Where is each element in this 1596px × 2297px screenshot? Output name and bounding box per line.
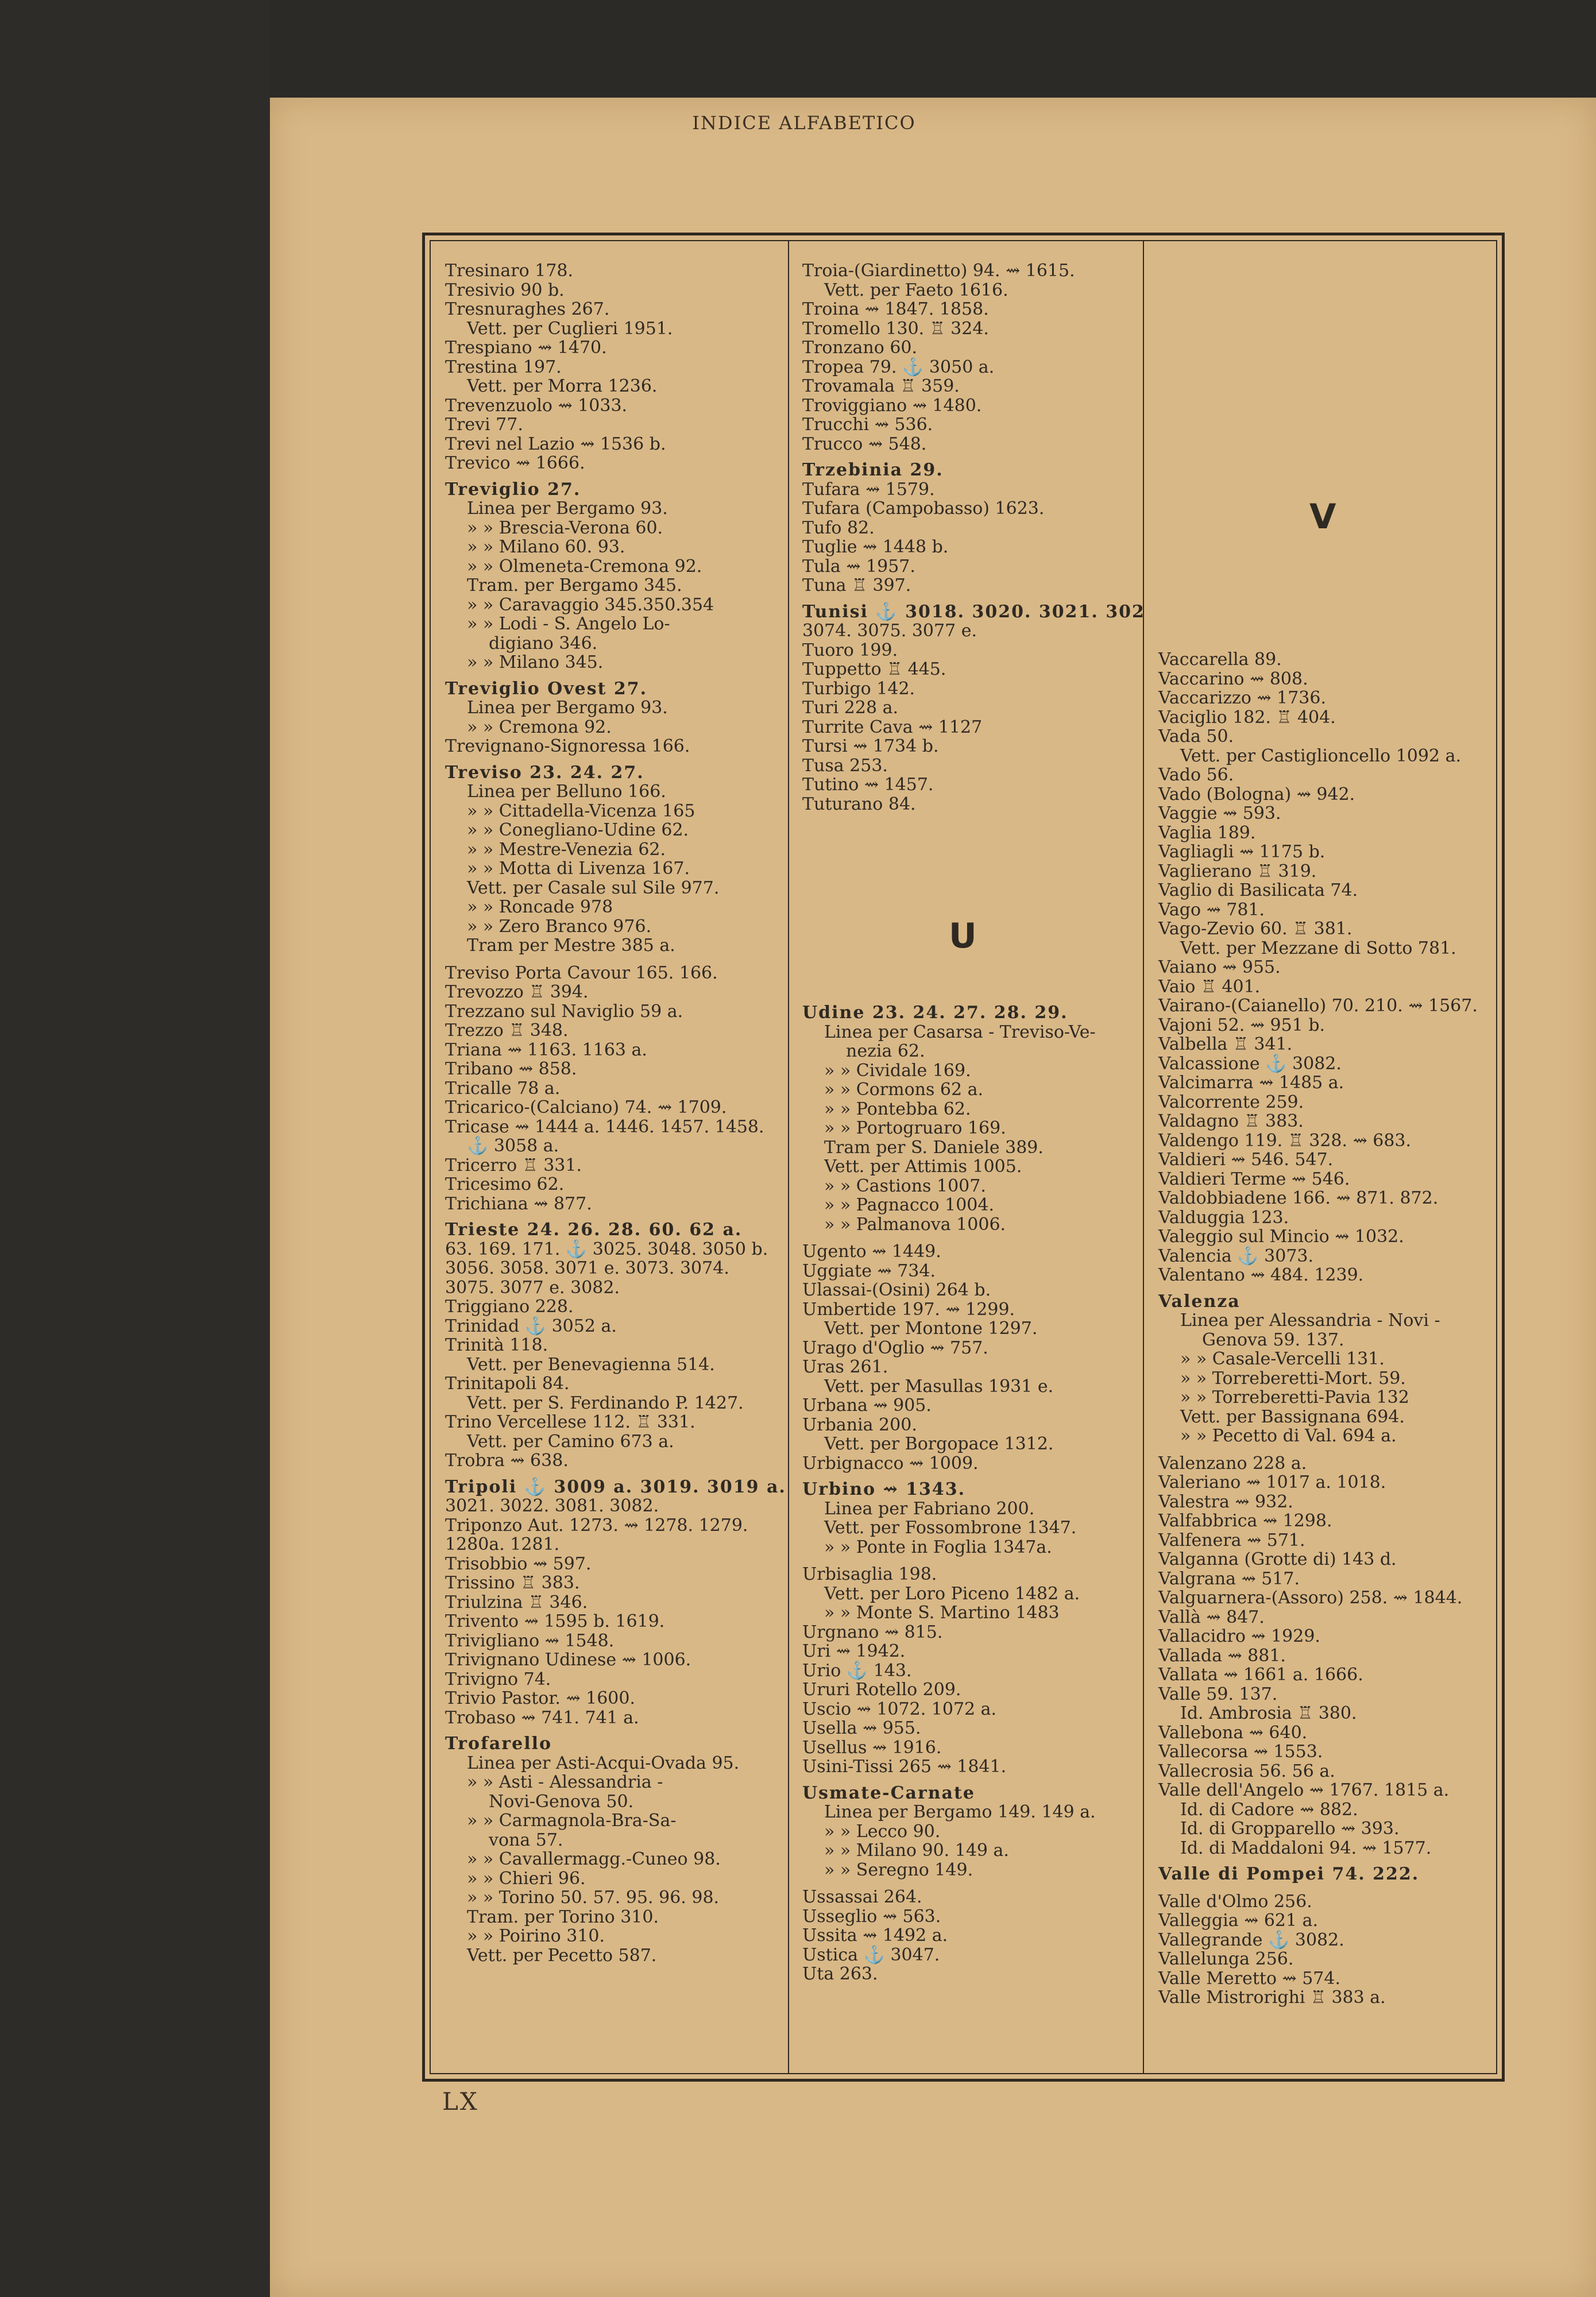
index-entry: Vajoni 52. ⇝ 951 b. xyxy=(1158,1015,1326,1035)
index-entry: Ulassai-(Osini) 264 b. xyxy=(802,1280,991,1300)
index-entry: Vagliagli ⇝ 1175 b. xyxy=(1158,842,1326,862)
index-entry: » » Conegliano-Udine 62. xyxy=(467,820,689,840)
index-entry: Vado (Bologna) ⇝ 942. xyxy=(1158,784,1355,805)
index-entry: Tula ⇝ 1957. xyxy=(802,556,915,577)
index-entry: Trevico ⇝ 1666. xyxy=(445,453,585,473)
index-entry: » » Casale-Vercelli 131. xyxy=(1180,1349,1385,1369)
index-entry: Linea per Belluno 166. xyxy=(467,782,666,802)
index-entry: ⚓ 3058 a. xyxy=(467,1136,559,1156)
index-entry: Valguarnera-(Assoro) 258. ⇝ 1844. xyxy=(1158,1588,1463,1608)
index-entry: Tram per S. Daniele 389. xyxy=(824,1137,1044,1158)
index-entry: Uggiate ⇝ 734. xyxy=(802,1260,936,1281)
index-entry: Linea per Bergamo 149. 149 a. xyxy=(824,1802,1096,1822)
index-entry: Umbertide 197. ⇝ 1299. xyxy=(802,1299,1015,1320)
index-entry: Uta 263. xyxy=(802,1964,878,1984)
index-entry: » » Brescia-Verona 60. xyxy=(467,517,663,538)
index-entry: Vett. per Castiglioncello 1092 a. xyxy=(1180,745,1461,766)
spacer xyxy=(1158,1884,1478,1892)
index-entry: Vett. per Borgopace 1312. xyxy=(824,1434,1054,1454)
index-entry: Trichiana ⇝ 877. xyxy=(445,1193,592,1214)
index-entry: Vett. per Pecetto 587. xyxy=(467,1945,657,1966)
index-entry: Tursi ⇝ 1734 b. xyxy=(802,736,939,756)
index-entry: Turbigo 142. xyxy=(802,678,915,699)
index-entry: Treviso Porta Cavour 165. 166. xyxy=(445,962,718,983)
index-entry: » » Torreberetti-Mort. 59. xyxy=(1180,1368,1406,1389)
index-entry: Usella ⇝ 955. xyxy=(802,1718,921,1738)
index-entry: Valdieri ⇝ 546. 547. xyxy=(1158,1150,1334,1170)
index-entry: » » Carmagnola-Bra-Sa- xyxy=(467,1811,677,1831)
index-heading: Trieste 24. 26. 28. 60. 62 a. xyxy=(445,1220,743,1240)
index-entry: Valdieri Terme ⇝ 546. xyxy=(1158,1169,1350,1189)
index-entry: Novi-Genova 50. xyxy=(489,1791,634,1812)
spacer xyxy=(802,1557,1096,1565)
index-entry: Trespiano ⇝ 1470. xyxy=(445,338,607,358)
index-entry: » » Asti - Alessandria - xyxy=(467,1772,663,1792)
index-column-1 xyxy=(445,261,786,1965)
index-entry: Vada 50. xyxy=(1158,726,1234,747)
index-entry: Tuppetto ♖ 445. xyxy=(802,659,946,679)
index-entry: Id. di Maddaloni 94. ⇝ 1577. xyxy=(1180,1838,1432,1858)
index-entry: Valestra ⇝ 932. xyxy=(1158,1491,1293,1512)
index-entry: Vaccarino ⇝ 808. xyxy=(1158,668,1308,689)
spacer xyxy=(802,1880,1096,1888)
index-entry: nezia 62. xyxy=(846,1041,925,1061)
index-entry: Troia-(Giardinetto) 94. ⇝ 1615. xyxy=(802,261,1075,281)
index-entry: Valcimarra ⇝ 1485 a. xyxy=(1158,1073,1344,1093)
index-entry: Tromello 130. ♖ 324. xyxy=(802,318,989,339)
index-heading: Tunisi ⚓ 3018. 3020. 3021. 302 xyxy=(802,601,1145,622)
index-entry: Trestina 197. xyxy=(445,357,562,377)
index-entry: Trinità 118. xyxy=(445,1335,548,1355)
index-entry: digiano 346. xyxy=(489,633,598,653)
index-entry: Vett. per Cuglieri 1951. xyxy=(467,318,673,339)
index-entry: Troina ⇝ 1847. 1858. xyxy=(802,299,989,319)
index-entry: Valenzano 228 a. xyxy=(1158,1453,1307,1474)
index-entry: Tusa 253. xyxy=(802,755,888,776)
index-entry: Tuoro 199. xyxy=(802,640,898,660)
index-entry: 1280a. 1281. xyxy=(445,1534,560,1554)
index-entry: Tufo 82. xyxy=(802,517,875,538)
index-entry: Vaccarizzo ⇝ 1736. xyxy=(1158,688,1326,708)
index-entry: Vett. per Fossombrone 1347. xyxy=(824,1518,1077,1538)
section-letter-v: V xyxy=(1309,497,1336,537)
index-entry: Uras 261. xyxy=(802,1357,888,1377)
index-entry: Trovamala ♖ 359. xyxy=(802,376,960,396)
index-heading: Usmate-Carnate xyxy=(802,1782,975,1803)
index-entry: Trinitapoli 84. xyxy=(445,1374,570,1394)
index-heading: Urbino ⇝ 1343. xyxy=(802,1479,966,1499)
index-heading: Tripoli ⚓ 3009 a. 3019. 3019 a. xyxy=(445,1476,786,1497)
index-entry: Linea per Alessandria - Novi - xyxy=(1180,1310,1440,1331)
index-entry: » » Castions 1007. xyxy=(824,1175,986,1196)
index-entry: » » Cavallermagg.-Cuneo 98. xyxy=(467,1849,721,1869)
index-entry: Vaglio di Basilicata 74. xyxy=(1158,880,1358,900)
index-entry: Linea per Bergamo 93. xyxy=(467,698,668,718)
page-header: INDICE ALFABETICO xyxy=(692,112,916,134)
index-entry: Turi 228 a. xyxy=(802,698,899,718)
index-entry: 63. 169. 171. ⚓ 3025. 3048. 3050 b. xyxy=(445,1239,768,1259)
index-entry: 3074. 3075. 3077 e. xyxy=(802,621,977,641)
index-heading: Valle di Pompei 74. 222. xyxy=(1158,1864,1420,1884)
index-entry: Urbignacco ⇝ 1009. xyxy=(802,1453,979,1474)
index-entry: 3075. 3077 e. 3082. xyxy=(445,1277,620,1298)
index-entry: Urbania 200. xyxy=(802,1414,917,1435)
index-entry: Urio ⚓ 143. xyxy=(802,1660,912,1681)
index-entry: Urbana ⇝ 905. xyxy=(802,1395,932,1416)
index-entry: Tram per Mestre 385 a. xyxy=(467,935,675,956)
index-entry: Ururi Rotello 209. xyxy=(802,1680,961,1700)
index-entry: Vallelunga 256. xyxy=(1158,1949,1294,1969)
index-entry: Tronzano 60. xyxy=(802,338,918,358)
index-entry: » » Milano 60. 93. xyxy=(467,537,625,557)
index-entry: Valdobbiadene 166. ⇝ 871. 872. xyxy=(1158,1188,1439,1208)
index-entry: Valfenera ⇝ 571. xyxy=(1158,1530,1305,1550)
spacer xyxy=(802,1234,1096,1242)
index-entry: Trevozzo ♖ 394. xyxy=(445,982,589,1002)
index-entry: Vett. per Montone 1297. xyxy=(824,1318,1038,1339)
index-entry: Vado 56. xyxy=(1158,765,1234,785)
index-entry: Vallà ⇝ 847. xyxy=(1158,1607,1265,1627)
index-entry: » » Portogruaro 169. xyxy=(824,1118,1006,1138)
index-entry: Tufara ⇝ 1579. xyxy=(802,479,935,500)
index-column-2 xyxy=(802,261,1145,814)
index-entry: Vallada ⇝ 881. xyxy=(1158,1645,1286,1666)
column-rule-1 xyxy=(788,240,789,2074)
index-entry: Vairano-(Caianello) 70. 210. ⇝ 1567. xyxy=(1158,996,1478,1016)
index-heading: Trzebinia 29. xyxy=(802,460,944,480)
index-entry: » » Olmeneta-Cremona 92. xyxy=(467,556,702,577)
index-entry: Tresnuraghes 267. xyxy=(445,299,610,319)
background-left xyxy=(0,0,270,2297)
index-entry: Troviggiano ⇝ 1480. xyxy=(802,395,982,416)
index-entry: Trobra ⇝ 638. xyxy=(445,1451,569,1471)
index-entry: Valdengo 119. ♖ 328. ⇝ 683. xyxy=(1158,1130,1412,1151)
index-entry: Triponzo Aut. 1273. ⇝ 1278. 1279. xyxy=(445,1515,748,1536)
index-entry: Vett. per Camino 673 a. xyxy=(467,1431,674,1452)
index-entry: 3021. 3022. 3081. 3082. xyxy=(445,1496,659,1516)
index-entry: Ussassai 264. xyxy=(802,1887,922,1907)
index-entry: Valencia ⚓ 3073. xyxy=(1158,1246,1314,1266)
index-entry: » » Cividale 169. xyxy=(824,1060,971,1081)
index-heading: Valenza xyxy=(1158,1291,1241,1312)
index-entry: Tuglie ⇝ 1448 b. xyxy=(802,537,949,557)
index-entry: Valle d'Olmo 256. xyxy=(1158,1891,1312,1912)
index-entry: Id. di Cadore ⇝ 882. xyxy=(1180,1799,1358,1820)
index-entry: Vallebona ⇝ 640. xyxy=(1158,1722,1308,1743)
index-entry: Trezzo ♖ 348. xyxy=(445,1020,569,1041)
index-entry: Vett. per Loro Piceno 1482 a. xyxy=(824,1583,1080,1604)
index-entry: » » Pontebba 62. xyxy=(824,1099,971,1119)
index-entry: Trissino ♖ 383. xyxy=(445,1573,580,1593)
index-entry: 3056. 3058. 3071 e. 3073. 3074. xyxy=(445,1258,729,1278)
index-entry: Vett. per Benevagienna 514. xyxy=(467,1354,715,1375)
index-entry: Trezzano sul Naviglio 59 a. xyxy=(445,1001,683,1022)
index-entry: Tutino ⇝ 1457. xyxy=(802,775,934,795)
index-entry: » » Milano 90. 149 a. xyxy=(824,1840,1009,1861)
index-entry: » » Monte S. Martino 1483 xyxy=(824,1603,1060,1623)
index-entry: Tricesimo 62. xyxy=(445,1174,565,1194)
index-entry: Trevenzuolo ⇝ 1033. xyxy=(445,395,628,416)
spacer xyxy=(1158,1446,1478,1454)
index-entry: Vaccarella 89. xyxy=(1158,649,1282,670)
index-entry: Id. Ambrosia ♖ 380. xyxy=(1180,1703,1357,1723)
index-entry: Vett. per Mezzane di Sotto 781. xyxy=(1180,938,1456,958)
index-entry: Trevignano-Signoressa 166. xyxy=(445,736,690,756)
index-entry: Vallata ⇝ 1661 a. 1666. xyxy=(1158,1665,1363,1685)
index-entry: Uscio ⇝ 1072. 1072 a. xyxy=(802,1699,997,1719)
index-entry: Vett. per Bassignana 694. xyxy=(1180,1406,1405,1427)
index-entry: Uri ⇝ 1942. xyxy=(802,1641,906,1661)
index-entry: Tuturano 84. xyxy=(802,794,916,814)
index-entry: Urbisaglia 198. xyxy=(802,1564,937,1584)
index-entry: Vett. per Morra 1236. xyxy=(467,376,658,396)
index-entry: Valle 59. 137. xyxy=(1158,1684,1278,1704)
index-entry: » » Cormons 62 a. xyxy=(824,1080,984,1100)
index-entry: » » Mestre-Venezia 62. xyxy=(467,839,666,860)
index-entry: Genova 59. 137. xyxy=(1202,1329,1344,1350)
index-entry: Tram. per Torino 310. xyxy=(467,1907,659,1927)
index-entry: » » Caravaggio 345.350.354 xyxy=(467,594,714,615)
index-entry: » » Ponte in Foglia 1347a. xyxy=(824,1537,1052,1557)
index-entry: » » Pagnacco 1004. xyxy=(824,1195,995,1215)
index-entry: Linea per Asti-Acqui-Ovada 95. xyxy=(467,1753,740,1773)
index-entry: Valleggia ⇝ 621 a. xyxy=(1158,1911,1319,1931)
index-entry: Ugento ⇝ 1449. xyxy=(802,1242,941,1262)
index-entry: Linea per Fabriano 200. xyxy=(824,1498,1035,1519)
index-entry: » » Cittadella-Vicenza 165 xyxy=(467,801,695,821)
index-entry: Vett. per S. Ferdinando P. 1427. xyxy=(467,1393,744,1413)
index-entry: Tufara (Campobasso) 1623. xyxy=(802,498,1045,519)
index-entry: » » Lodi - S. Angelo Lo- xyxy=(467,614,670,634)
index-entry: Trivio Pastor. ⇝ 1600. xyxy=(445,1688,635,1708)
index-entry: Tricarico-(Calciano) 74. ⇝ 1709. xyxy=(445,1097,727,1117)
index-entry: » » Seregno 149. xyxy=(824,1859,973,1880)
index-entry: Vallecorsa ⇝ 1553. xyxy=(1158,1742,1323,1762)
index-entry: Triulzina ♖ 346. xyxy=(445,1592,588,1612)
index-entry: Trinidad ⚓ 3052 a. xyxy=(445,1316,617,1336)
index-entry: Usellus ⇝ 1916. xyxy=(802,1737,942,1758)
index-entry: Trivigliano ⇝ 1548. xyxy=(445,1630,615,1651)
index-entry: Ustica ⚓ 3047. xyxy=(802,1944,940,1965)
index-entry: Tresinaro 178. xyxy=(445,261,574,281)
index-entry: Tuna ♖ 397. xyxy=(802,575,911,595)
index-entry: Vaggie ⇝ 593. xyxy=(1158,803,1281,823)
index-heading: Trofarello xyxy=(445,1734,552,1754)
index-entry: Trevi nel Lazio ⇝ 1536 b. xyxy=(445,434,666,454)
index-entry: Urgnano ⇝ 815. xyxy=(802,1622,943,1642)
index-entry: Usseglio ⇝ 563. xyxy=(802,1906,941,1927)
index-entry: Valeriano ⇝ 1017 a. 1018. xyxy=(1158,1472,1386,1492)
index-entry: Linea per Bergamo 93. xyxy=(467,498,668,519)
index-entry: » » Lecco 90. xyxy=(824,1821,941,1842)
index-entry: Triggiano 228. xyxy=(445,1297,574,1317)
index-entry: Id. di Gropparello ⇝ 393. xyxy=(1180,1819,1400,1839)
index-entry: » » Torreberetti-Pavia 132 xyxy=(1180,1387,1409,1407)
index-entry: Tricerro ♖ 331. xyxy=(445,1155,582,1175)
index-heading: Udine 23. 24. 27. 28. 29. xyxy=(802,1003,1068,1023)
index-entry: Valle Mistrorighi ♖ 383 a. xyxy=(1158,1987,1386,2008)
index-entry: Vaglierano ♖ 319. xyxy=(1158,861,1317,881)
index-column-3 xyxy=(1158,650,1478,2008)
index-entry: vona 57. xyxy=(489,1830,563,1850)
index-entry: » » Torino 50. 57. 95. 96. 98. xyxy=(467,1888,720,1908)
index-entry: Vaciglio 182. ♖ 404. xyxy=(1158,707,1336,728)
spacer xyxy=(445,956,786,964)
index-entry: Vallegrande ⚓ 3082. xyxy=(1158,1929,1344,1950)
index-entry: Vett. per Attimis 1005. xyxy=(824,1157,1022,1177)
index-entry: Valcorrente 259. xyxy=(1158,1092,1304,1112)
index-entry: Vett. per Masullas 1931 e. xyxy=(824,1376,1054,1397)
index-entry: Vallecrosia 56. 56 a. xyxy=(1158,1761,1335,1781)
index-entry: » » Milano 345. xyxy=(467,652,604,672)
index-entry: Valduggia 123. xyxy=(1158,1207,1289,1228)
index-entry: Tresivio 90 b. xyxy=(445,280,565,300)
index-entry: Trino Vercellese 112. ♖ 331. xyxy=(445,1412,695,1432)
index-entry: Tricalle 78 a. xyxy=(445,1078,561,1099)
index-entry: Valbella ♖ 341. xyxy=(1158,1034,1293,1054)
index-entry: Vett. per Faeto 1616. xyxy=(824,280,1008,300)
index-entry: » » Pecetto di Val. 694 a. xyxy=(1180,1426,1397,1446)
index-entry: Valeggio sul Mincio ⇝ 1032. xyxy=(1158,1227,1404,1247)
index-entry: » » Cremona 92. xyxy=(467,717,612,737)
index-entry: Valgrana ⇝ 517. xyxy=(1158,1568,1300,1589)
index-entry: » » Motta di Livenza 167. xyxy=(467,859,690,879)
index-heading: Treviso 23. 24. 27. xyxy=(445,762,644,783)
index-entry: Valfabbrica ⇝ 1298. xyxy=(1158,1511,1332,1531)
index-entry: Tropea 79. ⚓ 3050 a. xyxy=(802,357,995,377)
index-entry: Trivento ⇝ 1595 b. 1619. xyxy=(445,1611,665,1631)
index-entry: Vett. per Casale sul Sile 977. xyxy=(467,877,720,898)
index-entry: Valdagno ♖ 383. xyxy=(1158,1111,1304,1131)
index-entry: Tricase ⇝ 1444 a. 1446. 1457. 1458. xyxy=(445,1116,764,1137)
index-entry: Vaiano ⇝ 955. xyxy=(1158,957,1281,977)
index-entry: Turrite Cava ⇝ 1127 xyxy=(802,717,983,737)
index-entry: Trivigno 74. xyxy=(445,1669,551,1689)
index-entry: Valle dell'Angelo ⇝ 1767. 1815 a. xyxy=(1158,1780,1450,1800)
page-number: LX xyxy=(442,2087,479,2116)
index-entry: Vaio ♖ 401. xyxy=(1158,976,1261,997)
index-entry: Valganna (Grotte di) 143 d. xyxy=(1158,1549,1397,1569)
index-entry: Triana ⇝ 1163. 1163 a. xyxy=(445,1039,647,1060)
index-heading: Treviglio 27. xyxy=(445,479,581,500)
index-entry: » » Poirino 310. xyxy=(467,1926,605,1946)
index-entry: Trivignano Udinese ⇝ 1006. xyxy=(445,1650,691,1670)
index-entry: Valcassione ⚓ 3082. xyxy=(1158,1053,1342,1074)
index-entry: Trisobbio ⇝ 597. xyxy=(445,1553,592,1574)
index-entry: Vallacidro ⇝ 1929. xyxy=(1158,1626,1320,1646)
index-entry: Valentano ⇝ 484. 1239. xyxy=(1158,1265,1364,1285)
index-entry: Ussita ⇝ 1492 a. xyxy=(802,1925,948,1946)
index-column-2-u xyxy=(802,996,1096,1984)
index-entry: Trevi 77. xyxy=(445,415,523,435)
index-entry: Tram. per Bergamo 345. xyxy=(467,575,682,595)
index-entry: Vaglia 189. xyxy=(1158,822,1256,843)
index-entry: Trucco ⇝ 548. xyxy=(802,434,927,454)
index-entry: Trucchi ⇝ 536. xyxy=(802,415,933,435)
index-entry: Trobaso ⇝ 741. 741 a. xyxy=(445,1707,639,1728)
index-entry: » » Roncade 978 xyxy=(467,897,613,917)
index-entry: Usini-Tissi 265 ⇝ 1841. xyxy=(802,1757,1007,1777)
index-entry: Tribano ⇝ 858. xyxy=(445,1059,577,1079)
index-entry: Urago d'Oglio ⇝ 757. xyxy=(802,1337,988,1358)
index-entry: » » Chieri 96. xyxy=(467,1868,586,1889)
index-entry: Vago-Zevio 60. ♖ 381. xyxy=(1158,919,1352,939)
index-entry: Vago ⇝ 781. xyxy=(1158,899,1265,920)
index-entry: » » Palmanova 1006. xyxy=(824,1214,1006,1235)
index-entry: Valle Meretto ⇝ 574. xyxy=(1158,1968,1341,1989)
index-heading: Treviglio Ovest 27. xyxy=(445,678,648,699)
section-letter-u: U xyxy=(949,916,977,956)
index-entry: Linea per Casarsa - Treviso-Ve- xyxy=(824,1022,1096,1042)
index-entry: » » Zero Branco 976. xyxy=(467,916,652,937)
